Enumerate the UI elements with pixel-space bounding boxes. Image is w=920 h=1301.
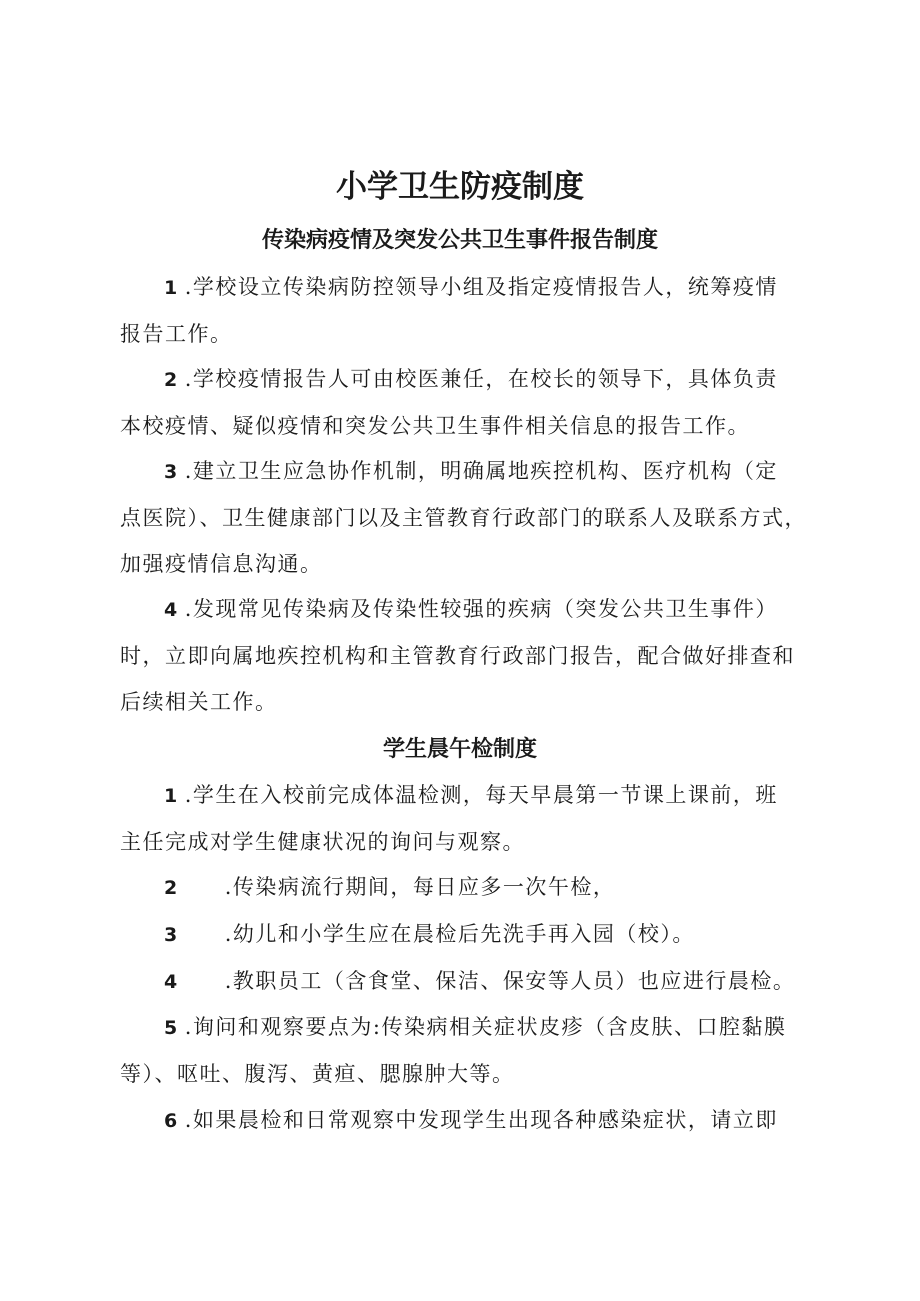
item-number: 6 bbox=[164, 1110, 179, 1132]
check-item-1-line-1 bbox=[120, 772, 808, 819]
item-number: 4 bbox=[164, 971, 179, 993]
report-item-3-line-1 bbox=[120, 448, 808, 495]
report-item-4-line-2: 时，立即向属地疾控机构和主管教育行政部门报告，配合做好排查和 bbox=[120, 644, 795, 668]
check-item-4-line-1 bbox=[120, 958, 808, 1005]
item-number: 1 bbox=[164, 785, 179, 807]
report-item-4-line-1 bbox=[120, 586, 808, 633]
check-item-5-line-2: 等）、呕吐、腹泻、黄疸、腮腺肿大等。 bbox=[120, 1062, 515, 1086]
item-number: 3 bbox=[164, 924, 179, 946]
item-text: .教职员工（含食堂、保洁、保安等人员）也应进行晨检。 bbox=[224, 969, 796, 993]
item-text: .发现常见传染病及传染性较强的疾病（突发公共卫生事件） bbox=[184, 597, 778, 621]
report-item-4 bbox=[120, 586, 808, 725]
document-title: 小学卫生防疫制度 bbox=[336, 169, 584, 205]
item-number: 3 bbox=[164, 461, 179, 483]
check-item-5 bbox=[120, 1004, 808, 1097]
item-text: .学校疫情报告人可由校医兼任，在校长的领导下，具体负责 bbox=[184, 367, 778, 391]
check-item-4 bbox=[120, 958, 808, 1005]
report-item-3-line-3: 加强疫情信息沟通。 bbox=[120, 552, 323, 576]
item-text: .传染病流行期间，每日应多一次午检， bbox=[224, 875, 616, 899]
report-item-2-line-1 bbox=[120, 356, 808, 403]
check-item-3 bbox=[120, 911, 808, 958]
check-item-3-line-1 bbox=[120, 911, 808, 958]
check-item-5-line-1 bbox=[120, 1004, 808, 1051]
report-item-1 bbox=[120, 264, 808, 357]
report-item-1-line-2: 报告工作。 bbox=[120, 322, 233, 346]
check-item-1 bbox=[120, 772, 808, 865]
item-text: .建立卫生应急协作机制，明确属地疾控机构、医疗机构（定 bbox=[184, 459, 778, 483]
check-item-1-line-2: 主任完成对学生健康状况的询问与观察。 bbox=[120, 830, 525, 854]
check-item-2-line-1 bbox=[120, 864, 808, 911]
item-text: .如果晨检和日常观察中发现学生出现各种感染症状，请立即 bbox=[184, 1108, 778, 1132]
check-item-2 bbox=[120, 864, 808, 911]
section-heading-health-check: 学生晨午检制度 bbox=[382, 737, 537, 762]
report-item-2-line-2: 本校疫情、疑似疫情和突发公共卫生事件相关信息的报告工作。 bbox=[120, 414, 750, 438]
item-text: .学校设立传染病防控领导小组及指定疫情报告人，统筹疫情 bbox=[184, 275, 778, 299]
check-item-6 bbox=[120, 1097, 808, 1144]
report-item-4-line-3: 后续相关工作。 bbox=[120, 690, 278, 714]
item-number: 2 bbox=[164, 877, 179, 899]
item-number: 5 bbox=[164, 1017, 179, 1039]
check-item-6-line-1 bbox=[120, 1097, 808, 1144]
item-text: .幼儿和小学生应在晨检后先洗手再入园（校）。 bbox=[224, 922, 695, 946]
item-number: 2 bbox=[164, 369, 179, 391]
item-number: 4 bbox=[164, 599, 179, 621]
section-heading-report-system: 传染病疫情及突发公共卫生事件报告制度 bbox=[261, 228, 658, 253]
item-text: .学生在入校前完成体温检测，每天早晨第一节课上课前，班 bbox=[184, 783, 778, 807]
report-item-1-line-1 bbox=[120, 264, 808, 311]
report-item-3 bbox=[120, 448, 808, 587]
report-item-2 bbox=[120, 356, 808, 449]
report-item-3-line-2: 点医院）、卫生健康部门以及主管教育行政部门的联系人及联系方式， bbox=[120, 506, 807, 530]
item-text: .询问和观察要点为:传染病相关症状皮疹（含皮肤、口腔黏膜 bbox=[184, 1015, 787, 1039]
item-number: 1 bbox=[164, 277, 179, 299]
